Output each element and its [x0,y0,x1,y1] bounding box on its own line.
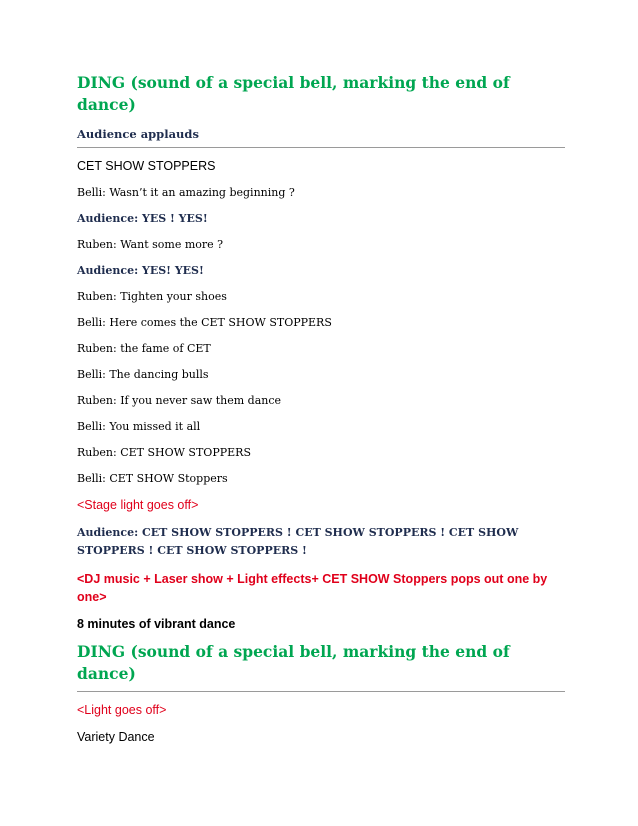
script-line-title: CET SHOW STOPPERS [77,159,216,173]
stage-direction-dj-music: <DJ music + Laser show + Light effects+ CET SHOW Stoppers pops out one by one> [77,572,548,604]
heading-ding-1: DING (sound of a special bell, marking the end of dance) [77,73,510,114]
script-line: Belli: CET SHOW Stoppers [77,472,228,485]
script-line-audience: Audience: YES ! YES! [77,212,208,225]
divider-rule [77,691,565,692]
stage-direction-light-off: <Stage light goes off> [77,498,199,512]
script-line: Belli: The dancing bulls [77,368,209,381]
script-line: Ruben: the fame of CET [77,342,211,355]
heading-ding-2: DING (sound of a special bell, marking the end of dance) [77,642,510,683]
script-line: Ruben: CET SHOW STOPPERS [77,446,251,459]
script-line-variety-dance: Variety Dance [77,730,155,744]
script-line-audience: Audience: YES! YES! [77,264,204,277]
script-line-audience-chant: Audience: CET SHOW STOPPERS ! CET SHOW STOPPERS ! CET SHOW STOPPERS ! CET SHOW STOPPERS ! [77,526,519,557]
script-content [77,72,565,746]
script-line: Belli: Wasn’t it an amazing beginning ? [77,186,295,199]
script-line-vibrant-dance: 8 minutes of vibrant dance [77,617,236,631]
script-line: Ruben: Want some more ? [77,238,224,251]
stage-direction-light-goes-off: <Light goes off> [77,703,167,717]
subheading-audience-applauds: Audience applauds [77,126,565,148]
script-line: Belli: Here comes the CET SHOW STOPPERS [77,316,332,329]
script-line: Ruben: Tighten your shoes [77,290,227,303]
script-line: Ruben: If you never saw them dance [77,394,282,407]
script-line: Belli: You missed it all [77,420,201,433]
